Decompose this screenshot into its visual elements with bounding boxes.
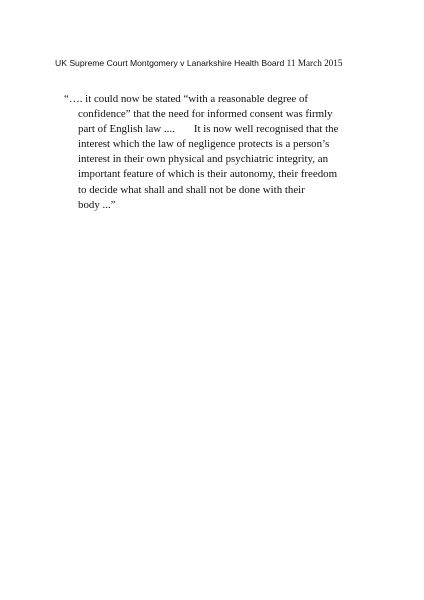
- quote-line: “…. it could now be stated “with a reasonable degree of: [64, 93, 309, 105]
- quote-line: interest in their own physical and psychiatric integrity, an: [78, 153, 329, 166]
- quote-line: body ...”: [78, 198, 116, 211]
- quote-line: confidence” that the need for informed consent was firmly: [78, 108, 333, 121]
- page-header: [55, 58, 342, 69]
- judgment-quote: [64, 92, 354, 213]
- case-title: UK Supreme Court Montgomery v Lanarkshire Health Board: [55, 58, 287, 68]
- quote-line: to decide what shall and shall not be done with their: [78, 183, 305, 196]
- quote-line: part of English law .... It is now well recognised that the: [78, 123, 339, 136]
- quote-line: interest which the law of negligence protects is a person’s: [78, 138, 330, 151]
- case-date: 11 March 2015: [286, 58, 343, 68]
- quote-line: important feature of which is their autonomy, their freedom: [78, 168, 338, 181]
